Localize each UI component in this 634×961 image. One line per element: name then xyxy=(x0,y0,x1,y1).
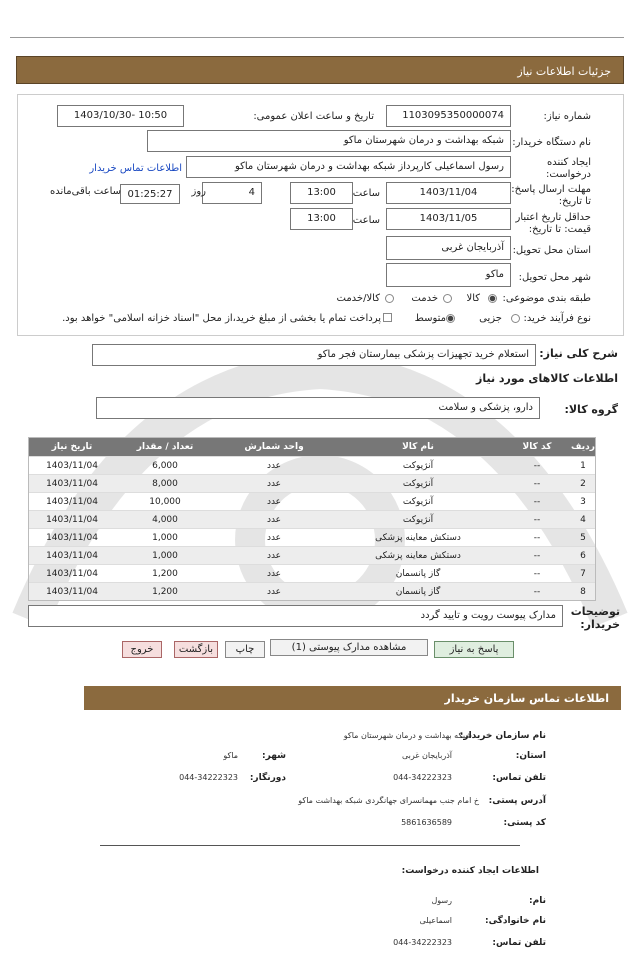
creator-phone-label: تلفن تماس: xyxy=(492,938,546,948)
announce-label: تاریخ و ساعت اعلان عمومی: xyxy=(253,111,374,122)
creator-phone-value: 044-34222323 xyxy=(393,938,452,947)
item-unit: عدد xyxy=(266,479,282,489)
buyer-org-label: نام دستگاه خریدار: xyxy=(512,137,591,148)
item-date: 1403/11/04 xyxy=(46,587,98,597)
postal-label: کد پستی: xyxy=(503,818,546,828)
family-value: اسماعیلی xyxy=(419,916,452,925)
row-number: 7 xyxy=(580,569,586,579)
item-date: 1403/11/04 xyxy=(46,551,98,561)
item-code: -- xyxy=(533,479,541,489)
top-divider xyxy=(10,37,624,38)
name-value: رسول xyxy=(431,896,452,905)
row-number: 4 xyxy=(580,515,586,525)
org-value: شبکه بهداشت و درمان شهرستان ماکو xyxy=(343,731,472,740)
item-code: -- xyxy=(533,569,541,579)
item-code: -- xyxy=(533,551,541,561)
process-minor-radio[interactable] xyxy=(511,314,520,323)
category-goods-radio[interactable] xyxy=(488,294,497,303)
contact-header xyxy=(84,686,621,710)
deadline-time-field: 13:00 xyxy=(290,182,353,204)
category-both-radio[interactable] xyxy=(385,294,394,303)
contact-divider xyxy=(100,845,520,846)
print-button[interactable]: چاپ xyxy=(225,641,265,658)
attachments-button[interactable]: مشاهده مدارک پیوستی (1) xyxy=(270,639,428,656)
deadline-label: مهلت ارسال پاسخ: تا تاریخ: xyxy=(511,184,591,207)
back-button[interactable]: بازگشت xyxy=(174,641,218,658)
table-row xyxy=(29,510,595,528)
need-number-label: شماره نیاز: xyxy=(543,111,591,122)
buyer-org-field: شبکه بهداشت و درمان شهرستان ماکو xyxy=(147,130,511,152)
announce-field: 1403/10/30- 10:50 xyxy=(57,105,184,127)
days-label: روز xyxy=(191,186,206,197)
item-qty: 8,000 xyxy=(152,479,178,489)
process-label: نوع فرآیند خرید: xyxy=(523,313,591,324)
days-field: 4 xyxy=(202,182,262,204)
col-code-header: کد کالا xyxy=(522,442,552,452)
category-label: طبقه بندی موضوعی: xyxy=(502,293,591,304)
deadline-date-field: 1403/11/04 xyxy=(386,182,511,204)
creator-info-title: اطلاعات ایجاد کننده درخواست: xyxy=(401,866,539,876)
postal-value: 5861636589 xyxy=(401,818,452,827)
city-contact-label: شهر: xyxy=(262,751,286,761)
validity-date-field: 1403/11/05 xyxy=(386,208,511,230)
table-row xyxy=(29,528,595,546)
buyer-contact-link[interactable]: اطلاعات تماس خریدار xyxy=(89,163,182,174)
col-unit-header: واحد شمارش xyxy=(244,442,304,452)
item-unit: عدد xyxy=(266,569,282,579)
category-both-label: کالا/خدمت xyxy=(336,293,380,304)
remaining-time-field: 01:25:27 xyxy=(120,184,180,204)
validity-time-label: ساعت xyxy=(352,215,380,226)
item-code: -- xyxy=(533,497,541,507)
province-field: آذربایجان غربی xyxy=(386,236,511,260)
item-date: 1403/11/04 xyxy=(46,515,98,525)
phone-label: تلفن تماس: xyxy=(492,773,546,783)
item-name: آنژیوکت xyxy=(402,515,434,525)
item-unit: عدد xyxy=(266,587,282,597)
treasury-checkbox[interactable] xyxy=(383,313,392,322)
item-code: -- xyxy=(533,461,541,471)
col-name-header: نام کالا xyxy=(402,442,434,452)
buyer-notes-label: توضیحات خریدار: xyxy=(570,605,620,631)
category-service-label: خدمت xyxy=(411,293,438,304)
item-code: -- xyxy=(533,587,541,597)
reply-button[interactable]: پاسخ به نیاز xyxy=(434,641,514,658)
row-number: 3 xyxy=(580,497,586,507)
province-contact-label: استان: xyxy=(515,751,546,761)
item-qty: 4,000 xyxy=(152,515,178,525)
process-medium-radio[interactable] xyxy=(446,314,455,323)
col-row-header: ردیف xyxy=(571,442,595,452)
row-number: 8 xyxy=(580,587,586,597)
item-date: 1403/11/04 xyxy=(46,533,98,543)
address-label: آدرس پستی: xyxy=(488,796,546,806)
validity-time-field: 13:00 xyxy=(290,208,353,230)
item-qty: 6,000 xyxy=(152,461,178,471)
address-value: خ امام جنب مهمانسرای جهانگردی شبکه بهداشت ماکو xyxy=(298,796,479,805)
table-row xyxy=(29,492,595,510)
buyer-notes-field: مدارک پیوست رویت و تایید گردد xyxy=(28,605,563,627)
row-number: 1 xyxy=(580,461,586,471)
city-contact-value: ماکو xyxy=(223,751,238,760)
item-name: دستکش معاینه پزشکی xyxy=(375,551,461,561)
item-name: گاز پانسمان xyxy=(395,587,441,597)
process-minor-label: جزیی xyxy=(479,313,502,324)
family-label: نام خانوادگی: xyxy=(484,916,546,926)
table-row xyxy=(29,474,595,492)
row-number: 2 xyxy=(580,479,586,489)
fax-value: 044-34222323 xyxy=(179,773,238,782)
item-date: 1403/11/04 xyxy=(46,461,98,471)
exit-button[interactable]: خروج xyxy=(122,641,162,658)
summary-label: شرح کلی نیاز: xyxy=(539,347,618,360)
group-label: گروه کالا: xyxy=(564,403,618,416)
table-row xyxy=(29,546,595,564)
creator-label: ایجاد کننده درخواست: xyxy=(546,157,591,180)
item-unit: عدد xyxy=(266,497,282,507)
name-label: نام: xyxy=(529,896,546,906)
item-name: گاز پانسمان xyxy=(395,569,441,579)
creator-field: رسول اسماعیلی کارپرداز شبکه بهداشت و درمان شهرستان ماکو xyxy=(186,156,511,178)
item-unit: عدد xyxy=(266,515,282,525)
item-name: آنژیوکت xyxy=(402,497,434,507)
table-row xyxy=(29,456,595,474)
row-number: 6 xyxy=(580,551,586,561)
col-date-header: تاریخ نیاز xyxy=(51,442,93,452)
province-contact-value: آذربایجان غربی xyxy=(401,751,452,760)
goods-table xyxy=(28,437,596,601)
item-qty: 10,000 xyxy=(149,497,181,507)
process-medium-label: متوسط xyxy=(414,313,446,324)
summary-field: استعلام خرید تجهیزات پزشکی بیمارستان فجر ماکو xyxy=(92,344,536,366)
validity-label: حداقل تاریخ اعتبار قیمت: تا تاریخ: xyxy=(515,212,591,235)
item-qty: 1,200 xyxy=(152,569,178,579)
org-label: نام سازمان خریدار: xyxy=(459,731,546,741)
remaining-label: ساعت باقی‌مانده xyxy=(49,186,121,197)
city-field: ماکو xyxy=(386,263,511,287)
page-header xyxy=(16,56,624,84)
item-code: -- xyxy=(533,515,541,525)
city-label: شهر محل تحویل: xyxy=(518,272,591,283)
need-number-field: 1103095350000074 xyxy=(386,105,511,127)
item-date: 1403/11/04 xyxy=(46,497,98,507)
item-qty: 1,000 xyxy=(152,551,178,561)
deadline-time-label: ساعت xyxy=(352,188,380,199)
group-field: دارو، پزشکی و سلامت xyxy=(96,397,540,419)
item-name: دستکش معاینه پزشکی xyxy=(375,533,461,543)
item-qty: 1,000 xyxy=(152,533,178,543)
phone-value: 044-34222323 xyxy=(393,773,452,782)
province-label: استان محل تحویل: xyxy=(512,245,591,256)
fax-label: دورنگار: xyxy=(249,773,286,783)
contact-title: اطلاعات تماس سازمان خریدار xyxy=(444,692,609,705)
item-unit: عدد xyxy=(266,533,282,543)
col-qty-header: تعداد / مقدار xyxy=(136,442,194,452)
item-name: آنژیوکت xyxy=(402,461,434,471)
table-row xyxy=(29,582,595,600)
table-row xyxy=(29,564,595,582)
item-code: -- xyxy=(533,533,541,543)
item-qty: 1,200 xyxy=(152,587,178,597)
item-name: آنژیوکت xyxy=(402,479,434,489)
row-number: 5 xyxy=(580,533,586,543)
table-header xyxy=(29,438,595,456)
item-date: 1403/11/04 xyxy=(46,569,98,579)
goods-info-title: اطلاعات کالاهای مورد نیاز xyxy=(476,372,618,385)
item-unit: عدد xyxy=(266,461,282,471)
payment-note: پرداخت تمام یا بخشی از مبلغ خرید،از محل "اسناد خزانه اسلامی" خواهد بود. xyxy=(62,313,381,324)
item-date: 1403/11/04 xyxy=(46,479,98,489)
item-unit: عدد xyxy=(266,551,282,561)
category-goods-label: کالا xyxy=(466,293,480,304)
category-service-radio[interactable] xyxy=(443,294,452,303)
page-title: جزئیات اطلاعات نیاز xyxy=(517,65,611,78)
